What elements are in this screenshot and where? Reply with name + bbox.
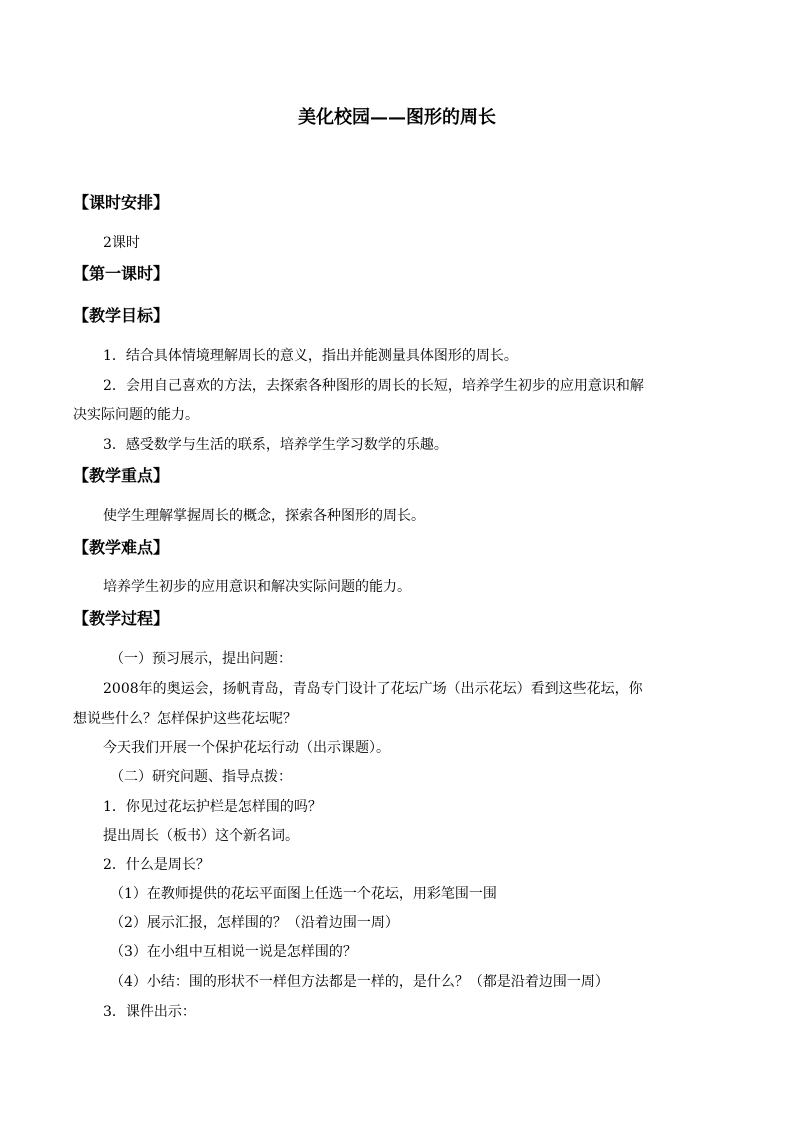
schedule-text: 2课时 — [103, 235, 140, 251]
goals-heading: 【教学目标】 — [73, 306, 170, 325]
process-item: （4）小结：围的形状不一样但方法都是一样的，是什么？（都是沿着边围一周） — [110, 974, 609, 990]
key-points-text: 使学生理解掌握周长的概念，探索各种图形的周长。 — [103, 508, 425, 524]
process-item: 提出周长（板书）这个新名词。 — [103, 828, 299, 844]
process-item: 想说些什么？怎样保护这些花坛呢？ — [73, 711, 297, 727]
process-item: 1．你见过花坛护栏是怎样围的吗？ — [103, 799, 322, 815]
difficulties-heading: 【教学难点】 — [73, 538, 170, 557]
goal-item: 2．会用自己喜欢的方法，去探索各种图形的周长的长短，培养学生初步的应用意识和解 — [103, 378, 644, 394]
key-points-heading: 【教学重点】 — [73, 466, 170, 485]
process-item: 今天我们开展一个保护花坛行动（出示课题）。 — [103, 740, 390, 756]
process-item: （1）在教师提供的花坛平面图上任选一个花坛，用彩笔围一围 — [110, 886, 497, 902]
process-item: （3）在小组中互相说一说是怎样围的？ — [110, 944, 357, 960]
process-item: 2008年的奥运会，扬帆青岛，青岛专门设计了花坛广场（出示花坛）看到这些花坛，你 — [103, 681, 643, 697]
process-item: （二）研究问题、指导点拨： — [110, 769, 292, 785]
document-title: 美化校园——图形的周长 — [298, 107, 496, 128]
schedule-heading: 【课时安排】 — [73, 193, 170, 212]
goal-item: 1．结合具体情境理解周长的意义，指出并能测量具体图形的周长。 — [103, 348, 518, 364]
process-item: 3．课件出示： — [103, 1004, 196, 1020]
goal-item: 决实际问题的能力。 — [73, 407, 199, 423]
process-item: （2）展示汇报，怎样围的？（沿着边围一周） — [110, 915, 399, 931]
first-lesson-heading: 【第一课时】 — [73, 264, 170, 283]
goal-item: 3．感受数学与生活的联系，培养学生学习数学的乐趣。 — [103, 437, 448, 453]
difficulties-text: 培养学生初步的应用意识和解决实际问题的能力。 — [103, 579, 411, 595]
process-item: （一）预习展示，提出问题： — [110, 651, 292, 667]
process-item: 2．什么是周长？ — [103, 857, 210, 873]
process-heading: 【教学过程】 — [73, 609, 170, 628]
